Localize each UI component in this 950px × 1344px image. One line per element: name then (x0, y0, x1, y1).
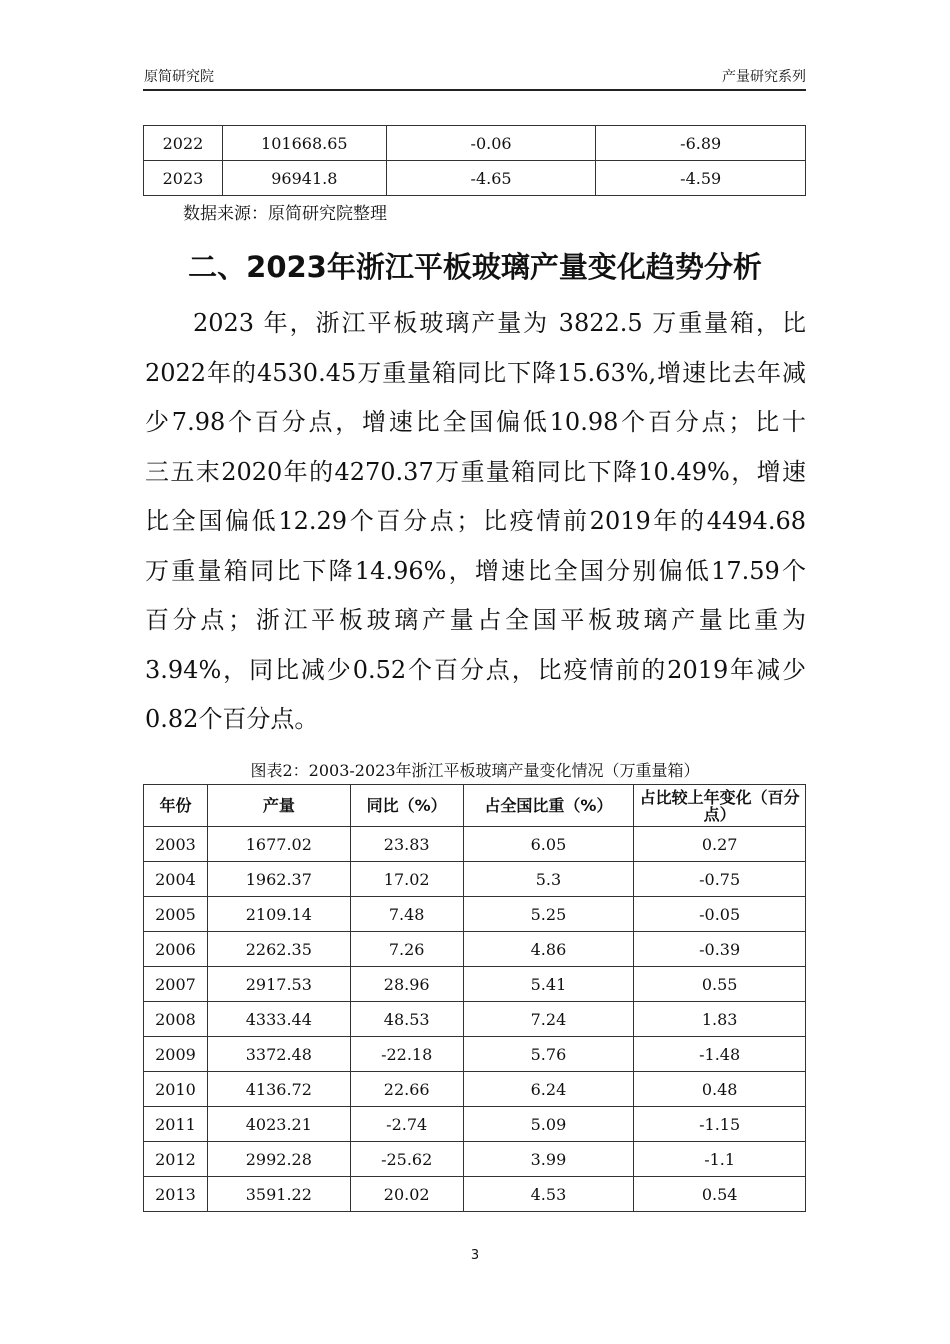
table-row (144, 897, 806, 932)
table-cell: 7.26 (350, 932, 463, 967)
table-cell: 2011 (144, 1107, 208, 1142)
table-cell: 2005 (144, 897, 208, 932)
table-cell: 7.48 (350, 897, 463, 932)
table-cell: 0.48 (634, 1072, 806, 1107)
table-cell: 4.86 (463, 932, 634, 967)
table-cell: 2008 (144, 1002, 208, 1037)
table-cell: -0.06 (386, 126, 596, 161)
table-cell: 6.24 (463, 1072, 634, 1107)
header-left: 原简研究院 (144, 69, 214, 85)
table-cell: 5.3 (463, 862, 634, 897)
column-header: 占全国比重（%） (463, 785, 634, 827)
table-cell: 2006 (144, 932, 208, 967)
table-cell: 3372.48 (207, 1037, 350, 1072)
table-cell: -1.15 (634, 1107, 806, 1142)
table-cell: 2007 (144, 967, 208, 1002)
header-divider (143, 89, 806, 91)
table-caption: 图表2：2003-2023年浙江平板玻璃产量变化情况（万重量箱） (250, 761, 700, 780)
table-cell: 96941.8 (222, 161, 386, 196)
table-cell: 2012 (144, 1142, 208, 1177)
table-row (144, 862, 806, 897)
table-cell: -2.74 (350, 1107, 463, 1142)
table-cell: 22.66 (350, 1072, 463, 1107)
table-cell: 28.96 (350, 967, 463, 1002)
paragraph-line: 三五末2020年的4270.37万重量箱同比下降10.49%，增速 (145, 457, 806, 486)
table-cell: 1677.02 (207, 827, 350, 862)
table-row (144, 1002, 806, 1037)
table-cell: 4023.21 (207, 1107, 350, 1142)
paragraph-line: 少7.98个百分点，增速比全国偏低10.98个百分点；比十 (145, 408, 806, 436)
table-cell: 2023 (144, 161, 223, 196)
paragraph-line: 万重量箱同比下降14.96%，增速比全国分别偏低17.59个 (145, 556, 806, 585)
table-cell: 6.05 (463, 827, 634, 862)
table-cell: 48.53 (350, 1002, 463, 1037)
paragraph-line: 0.82个百分点。 (145, 705, 319, 733)
table-cell: 4333.44 (207, 1002, 350, 1037)
table-cell: 0.55 (634, 967, 806, 1002)
table-cell: 2992.28 (207, 1142, 350, 1177)
table-row (144, 967, 806, 1002)
table-cell: 5.76 (463, 1037, 634, 1072)
table-cell: 2004 (144, 862, 208, 897)
table-cell: -4.59 (596, 161, 806, 196)
table-cell: -1.1 (634, 1142, 806, 1177)
table-cell: 2013 (144, 1177, 208, 1212)
table-row (144, 827, 806, 862)
table-cell: 3.99 (463, 1142, 634, 1177)
table-row (144, 1107, 806, 1142)
column-header: 同比（%） (350, 785, 463, 827)
table-cell: -4.65 (386, 161, 596, 196)
paragraph-line: 2022年的4530.45万重量箱同比下降15.63%,增速比去年减 (145, 358, 806, 387)
table-cell: -0.05 (634, 897, 806, 932)
table-cell: 2109.14 (207, 897, 350, 932)
table-cell: 2262.35 (207, 932, 350, 967)
paragraph-line: 比全国偏低12.29个百分点；比疫情前2019年的4494.68 (145, 507, 806, 535)
column-header: 产量 (207, 785, 350, 827)
table-row (144, 1072, 806, 1107)
table-cell: -6.89 (596, 126, 806, 161)
table-cell: -1.48 (634, 1037, 806, 1072)
table-cell: 3591.22 (207, 1177, 350, 1212)
table-cell: 1962.37 (207, 862, 350, 897)
table-row (144, 161, 806, 196)
table-cell: 20.02 (350, 1177, 463, 1212)
page-number: 3 (470, 1248, 480, 1263)
table-cell: 0.27 (634, 827, 806, 862)
table-cell: 2003 (144, 827, 208, 862)
paragraph-line: 2023 年，浙江平板玻璃产量为 3822.5 万重量箱，比 (193, 309, 806, 337)
table-cell: 4.53 (463, 1177, 634, 1212)
table-cell: -0.39 (634, 932, 806, 967)
header-right: 产量研究系列 (722, 69, 806, 85)
table-cell: 4136.72 (207, 1072, 350, 1107)
column-header: 占比较上年变化（百分点） (634, 785, 806, 827)
table-cell: 5.09 (463, 1107, 634, 1142)
table-cell: 0.54 (634, 1177, 806, 1212)
table-cell: 5.25 (463, 897, 634, 932)
table-cell: 17.02 (350, 862, 463, 897)
table-cell: 7.24 (463, 1002, 634, 1037)
table-row (144, 932, 806, 967)
production-table (143, 784, 806, 1212)
table-row (144, 126, 806, 161)
body-paragraph (145, 302, 806, 748)
table-cell: 2009 (144, 1037, 208, 1072)
table-cell: 101668.65 (222, 126, 386, 161)
data-source-note: 数据来源：原简研究院整理 (183, 204, 387, 224)
table-cell: 2022 (144, 126, 223, 161)
table-cell: 1.83 (634, 1002, 806, 1037)
table-cell: -0.75 (634, 862, 806, 897)
section-heading: 二、2023年浙江平板玻璃产量变化趋势分析 (188, 250, 762, 284)
paragraph-line: 3.94%，同比减少0.52个百分点，比疫情前的2019年减少 (145, 655, 806, 684)
table-cell: 5.41 (463, 967, 634, 1002)
paragraph-line: 百分点；浙江平板玻璃产量占全国平板玻璃产量比重为 (145, 606, 806, 634)
table-cell: 2917.53 (207, 967, 350, 1002)
table-row (144, 1142, 806, 1177)
table-continued (143, 125, 806, 196)
table-cell: 2010 (144, 1072, 208, 1107)
column-header: 年份 (144, 785, 208, 827)
table-cell: -25.62 (350, 1142, 463, 1177)
table-cell: 23.83 (350, 827, 463, 862)
table-row (144, 1037, 806, 1072)
table-row (144, 1177, 806, 1212)
table-cell: -22.18 (350, 1037, 463, 1072)
